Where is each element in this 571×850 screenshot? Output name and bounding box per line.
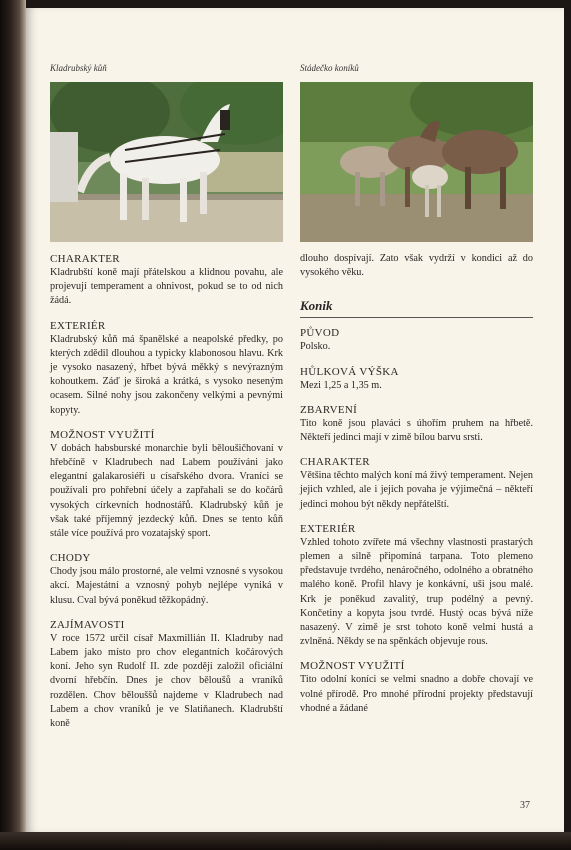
text-exterier: Kladrubský kůň má španělské a neapolské předky, po kterých zdědil dlouhou a typicky klabonosou hlavu. Krk je vysoko nasazený, hřbet bývá měkký s nevýrazným kohoutkem. Záď je široká a krátká, s vysoko neseným ocasem. Silné nohy jsou zakončeny velkými a pevnými kopyty. bbox=[50, 333, 283, 416]
heading-konik-charakter: CHARAKTER bbox=[300, 456, 370, 469]
section-title-konik: Konik bbox=[300, 298, 533, 318]
left-text-column bbox=[50, 252, 283, 731]
kladruby-horse-photo bbox=[50, 82, 283, 242]
text-konik-charakter: Většina těchto malých koní má živý temperament. Nejen jejich vzhled, ale i jejich povaha je výjimečná – někteří jedinci mohou být někdy nepřátelští. bbox=[300, 470, 533, 510]
heading-zajimavosti: ZAJÍMAVOSTI bbox=[50, 618, 125, 631]
text-moznost-vyuziti: V dobách habsburské monarchie byli běloušičhovaní v hřebčíně v Kladrubech nad Labem používáni jako elegantní galakarosiéři u císařského dvora. Vraníci se používali pro pohřební účely a zapřahali se do kočárů vysokých církevních hodnostářů. Kladrubský kůň je však také příjemný jezdecký kůň. Dnes se tento kůň stále více používá pro vozatajský sport. bbox=[50, 442, 283, 540]
continuation-text: dlouho dospívají. Zato však vydrží v kondici až do vysokého věku. bbox=[300, 253, 533, 279]
text-zbarveni: Tito koně jsou plaváci s úhořím pruhem na hřbetě. Někteří jedinci mají v zimě bílou barvu srsti. bbox=[300, 417, 533, 444]
heading-konik-exterier: EXTERIÉR bbox=[300, 522, 356, 535]
text-konik-moznost-vyuziti: Tito odolní koníci se velmi snadno a dobře chovají ve volné přírodě. Pro mnohé přírodní projekty představují vhodné a žádané bbox=[300, 674, 533, 714]
heading-puvod: PŮVOD bbox=[300, 327, 340, 340]
text-zajimavosti: V roce 1572 určil císař Maxmillián II. Kladruby nad Labem jako místo pro chov elegantních kočárových koní. Jeho syn Rudolf II. zde později založil oficiální dvorní hřebčín. Dnes je chov běloušů a vraníků rozdělen. Chov bělouššů najdeme v Kladrubech nad Labem a chov vraníků je ve Slatiňanech. Kladrubští koně bbox=[50, 632, 283, 730]
konik-herd-photo bbox=[300, 82, 533, 242]
text-konik-exterier: Vzhled tohoto zvířete má všechny vlastnosti prastarých plemen a silně připomíná tarpana. Toto plemeno představuje tvrdého, nenáročného, odolného a obratného malého koně. Profil hlavy je konkávní, uši jsou malé. Krk je poněkud zavalitý, trup podélný a pevný. Končetiny a kopyta jsou tvrdé. Hustý ocas bývá níže nasazený. V zimě je srst tohoto koně velmi hustá a zvlněná. Někdy se na spěnkách objevuje rous. bbox=[300, 536, 533, 648]
book-spine bbox=[0, 0, 26, 850]
text-charakter: Kladrubští koně mají přátelskou a klidnou povahu, ale projevují temperament a ohnivost, pokud se to od nich žádá. bbox=[50, 267, 283, 307]
text-chody: Chody jsou málo prostorné, ale velmi vznosné s vysokou akcí. Majestátní a vznosný pohyb nejlépe vyniká v klusu. Cval bývá poněkud těžkopádný. bbox=[50, 566, 283, 606]
page-bottom-edge bbox=[0, 832, 571, 850]
left-photo-caption: Kladrubský kůň bbox=[50, 63, 107, 73]
right-photo-caption: Stádečko koníků bbox=[300, 63, 359, 73]
heading-zbarveni: ZBARVENÍ bbox=[300, 403, 358, 416]
heading-konik-moznost-vyuziti: MOŽNOST VYUŽITÍ bbox=[300, 660, 405, 673]
right-text-column bbox=[300, 252, 533, 716]
heading-moznost-vyuziti: MOŽNOST VYUŽITÍ bbox=[50, 428, 155, 441]
heading-charakter: CHARAKTER bbox=[50, 253, 120, 265]
text-puvod: Polsko. bbox=[300, 341, 331, 353]
text-hulkova-vyska: Mezi 1,25 a 1,35 m. bbox=[300, 379, 382, 391]
heading-chody: CHODY bbox=[50, 552, 91, 565]
heading-exterier: EXTERIÉR bbox=[50, 319, 106, 332]
page-number: 37 bbox=[520, 800, 530, 811]
heading-hulkova-vyska: HŮLKOVÁ VÝŠKA bbox=[300, 365, 399, 378]
